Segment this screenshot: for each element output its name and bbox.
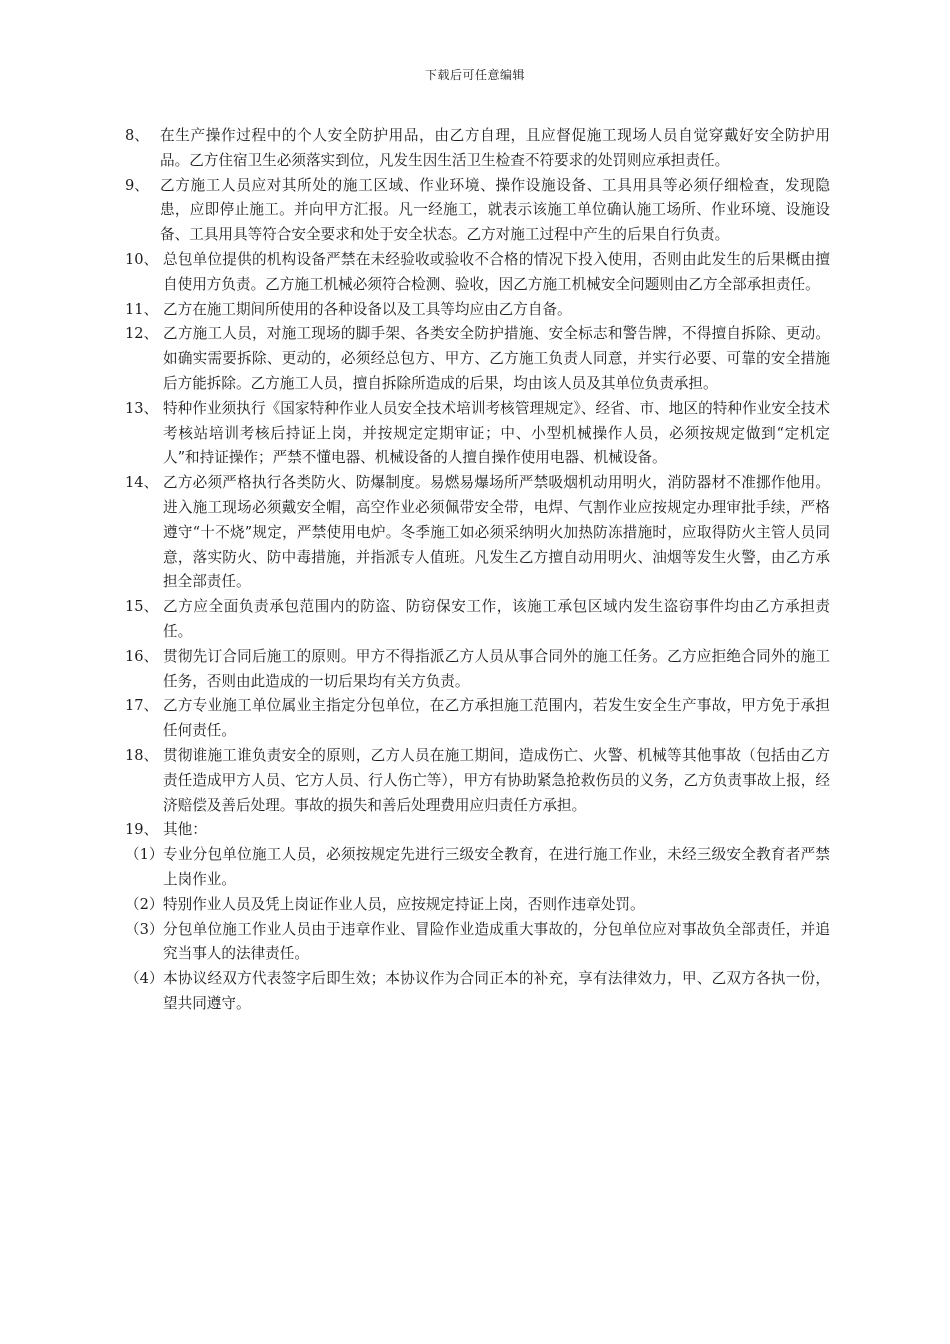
sub-clause-number: （4）	[125, 970, 164, 988]
sub-clause-item	[125, 893, 830, 918]
clause-number: 11、	[125, 300, 159, 318]
sub-clause-text: 分包单位施工作业人员由于违章作业、冒险作业造成重大事故的，分包单位应对事故负全部责任，并追究当事人的法律责任。	[163, 920, 830, 963]
clause-number: 8、	[125, 127, 149, 144]
clause-text: 特种作业须执行《国家特种作业人员安全技术培训考核管理规定》、经省、市、地区的特种作业安全技术考核站培训考核后持证上岗，并按规定定期审证；中、小型机械操作人员，必须按规定做到“定机定人”和持证操作；严禁不懂电器、机械设备的人擅自操作使用电器、机械设备。	[163, 399, 830, 467]
clause-number: 15、	[125, 598, 159, 616]
sub-clause-text: 特别作业人员及凭上岗证作业人员，应按规定持证上岗，否则作违章处罚。	[163, 895, 645, 913]
clause-number: 9、	[125, 176, 149, 194]
clause-item	[125, 124, 830, 174]
sub-clause-item	[125, 843, 830, 893]
clause-text: 乙方必须严格执行各类防火、防爆制度。易燃易爆场所严禁吸烟机动用明火，消防器材不准挪作他用。进入施工现场必须戴安全帽，高空作业必须佩带安全带，电焊、气割作业应按规定办理审批手续，严格遵守“十不烧”规定，严禁使用电炉。冬季施工如必须采纳明火加热防冻措施时，应取得防火主管人员同意，落实防火、防中毒措施，并指派专人值班。凡发生乙方擅自动用明火、油烟等发生火警，由乙方承担全部责任。	[163, 474, 830, 591]
sub-clause-text: 本协议经双方代表签字后即生效；本协议作为合同正本的补充，享有法律效力，甲、乙双方各执一份，望共同遵守。	[163, 970, 830, 1012]
clause-item	[125, 298, 830, 323]
clause-item	[125, 818, 830, 843]
sub-clause-item	[125, 967, 830, 1017]
clause-item	[125, 248, 830, 298]
clause-text: 其他：	[163, 821, 207, 839]
clause-item	[125, 471, 830, 595]
clause-number: 10、	[125, 250, 159, 268]
sub-clause-text: 专业分包单位施工人员，必须按规定先进行三级安全教育，在进行施工作业，未经三级安全教育者严禁上岗作业。	[163, 846, 830, 888]
clause-item	[125, 397, 830, 471]
clause-text: 乙方应全面负责承包范围内的防盗、防窃保安工作，该施工承包区域内发生盗窃事件均由乙方承担责任。	[163, 598, 830, 640]
clause-number: 17、	[125, 697, 159, 715]
clause-text: 贯彻谁施工谁负责安全的原则，乙方人员在施工期间，造成伤亡、火警、机械等其他事故（包括由乙方责任造成甲方人员、它方人员、行人伤亡等），甲方有协助紧急抢救伤员的义务，乙方负责事故上报，经济赔偿及善后处理。事故的损失和善后处理费用应归责任方承担。	[163, 746, 830, 814]
clause-text: 乙方专业施工单位属业主指定分包单位，在乙方承担施工范围内，若发生安全生产事故，甲方免于承担任何责任。	[163, 697, 830, 740]
clause-text: 总包单位提供的机构设备严禁在未经验收或验收不合格的情况下投入使用，否则由此发生的后果概由擅自使用方负责。乙方施工机械必须符合检测、验收，因乙方施工机械安全问题则由乙方全部承担责任。	[163, 250, 830, 293]
sub-clause-number: （3）	[125, 920, 164, 938]
clause-number: 18、	[125, 746, 159, 764]
clause-number: 16、	[125, 647, 159, 665]
clause-text: 乙方施工人员应对其所处的施工区域、作业环境、操作设施设备、工具用具等必须仔细检查，发现隐患，应即停止施工。并向甲方汇报。凡一经施工，就表示该施工单位确认施工场所、作业环境、设施设备、工具用具等符合安全要求和处于安全状态。乙方对施工过程中产生的后果自行负责。	[160, 176, 830, 244]
clause-number: 12、	[125, 325, 159, 343]
clause-number: 13、	[125, 399, 159, 417]
sub-clause-number: （1）	[125, 846, 164, 864]
clause-text: 乙方施工人员，对施工现场的脚手架、各类安全防护措施、安全标志和警告牌，不得擅自拆除、更动。如确实需要拆除、更动的，必须经总包方、甲方、乙方施工负责人同意，并实行必要、可靠的安全措施后方能拆除。乙方施工人员，擅自拆除所造成的后果，均由该人员及其单位负责承担。	[163, 325, 830, 392]
clause-item	[125, 322, 830, 396]
clause-item	[125, 174, 830, 248]
clause-item	[125, 645, 830, 695]
sub-clause-item	[125, 918, 830, 968]
clause-list	[125, 124, 830, 1017]
clause-item	[125, 595, 830, 645]
clause-item	[125, 744, 830, 818]
clause-text: 乙方在施工期间所使用的各种设备以及工具等均应由乙方自备。	[163, 300, 572, 318]
clause-number: 14、	[125, 474, 159, 492]
page-header: 下载后可任意编辑	[424, 68, 525, 82]
clause-number: 19、	[125, 821, 159, 839]
clause-item	[125, 694, 830, 744]
clause-text: 在生产操作过程中的个人安全防护用品，由乙方自理，且应督促施工现场人员自觉穿戴好安全防护用品。乙方住宿卫生必须落实到位，凡发生因生活卫生检查不符要求的处罚则应承担责任。	[160, 127, 830, 169]
sub-clause-number: （2）	[125, 895, 164, 913]
clause-text: 贯彻先订合同后施工的原则。甲方不得指派乙方人员从事合同外的施工任务。乙方应拒绝合同外的施工任务，否则由此造成的一切后果均有关方负责。	[163, 647, 830, 690]
